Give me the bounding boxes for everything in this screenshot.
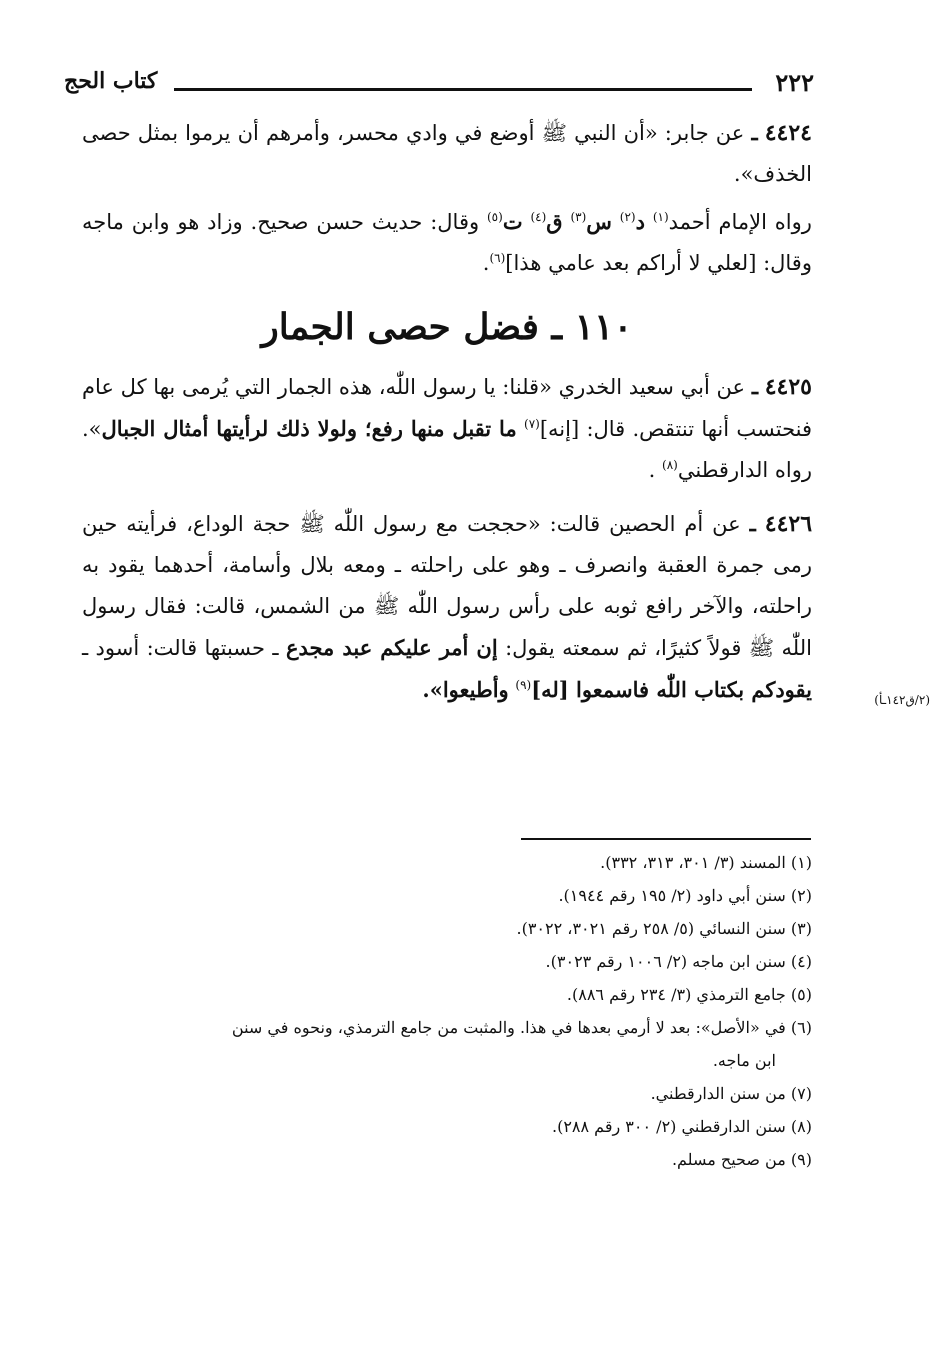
hadith-number: ٤٤٢٦: [764, 511, 813, 537]
footnote-number: (٥): [790, 985, 812, 1004]
source-abbrev: س: [586, 209, 612, 234]
hadith-4425: [82, 366, 812, 491]
narration-text: وقال: حديث حسن صحيح.: [250, 210, 480, 234]
footnote: [84, 846, 812, 879]
footnote: [84, 1143, 812, 1176]
hadith-4424-narration: [82, 201, 812, 284]
footnote-text: سنن الدارقطني (٢/ ٣٠٠ رقم ٢٨٨).: [551, 1117, 786, 1136]
footnote: [84, 978, 812, 1011]
footnote-text: في «الأصل»: بعد لا أرمي بعدها في هذا. والمثبت من جامع الترمذي، ونحوه في سنن: [231, 1018, 786, 1037]
hadith-4424: [82, 112, 812, 195]
footnote-number: (٣): [790, 919, 812, 938]
hadith-bold-text: وأطيعوا: [442, 677, 509, 702]
footnote: [84, 1110, 812, 1143]
footnote-number: (٤): [790, 952, 812, 971]
footnote-text: من سنن الدارقطني.: [650, 1084, 786, 1103]
hadith-dash: ـ: [751, 120, 758, 145]
addition-text: وزاد هو وابن ماجه وقال: [لعلي لا أراكم بعد عامي هذا]: [82, 210, 812, 275]
hadith-number: ٤٤٢٥: [764, 374, 812, 400]
footnote-text: المسند (٣/ ٣٠١، ٣١٣، ٣٣٢).: [600, 853, 786, 872]
manuscript-margin-note: (٢/ق١٤٢ـأ): [874, 693, 930, 707]
footnote-number: (١): [790, 853, 812, 872]
period: .: [648, 458, 656, 482]
hadith-bold-text: يقودكم بكتاب اللّٰه فاسمعوا [له]: [531, 677, 812, 702]
footnote-marker: (٢): [619, 210, 636, 224]
hadith-4426: [82, 503, 812, 711]
footnote-marker: (١): [652, 210, 669, 224]
hadith-bold-text: ما تقبل منها رفع؛ ولولا ذلك لرأيتها أمثال الجبال: [101, 416, 517, 441]
hadith-text: ـ حسبتها قالت: أسود ـ: [82, 636, 279, 660]
hadith-dash: ـ: [751, 374, 758, 399]
source-abbrev: ت: [502, 209, 523, 234]
hadith-text: عن جابر: «أن النبي ﷺ أوضع في وادي محسر، وأمرهم أن يرموا بمثل حصى الخذف».: [82, 121, 812, 186]
hadith-text: عن أبي سعيد الخدري «قلنا: يا رسول اللّٰه، هذه الجمار التي يُرمى بها كل عام فنحتسب أنها تنتقص. قال: [إنه]: [82, 375, 813, 441]
footnote: [84, 912, 812, 945]
footnote-number: (٦): [790, 1018, 812, 1037]
hadith-text: ». رواه الدارقطني: [82, 417, 812, 482]
footnote: [84, 879, 812, 912]
source-abbrev: د: [635, 209, 645, 234]
page-body: [82, 112, 812, 717]
page-number: ٢٢٢: [775, 68, 814, 97]
footnote-number: (٢): [790, 886, 812, 905]
hadith-bold-text: إن أمر عليكم عبد مجدع: [285, 635, 498, 660]
page-header: [64, 68, 814, 102]
footnote: [84, 1077, 812, 1110]
source-abbrev: ق: [546, 209, 563, 234]
footnotes: [84, 846, 812, 1176]
footnote-marker: (٥): [486, 210, 503, 224]
footnote-marker: (٤): [530, 210, 547, 224]
hadith-number: ٤٤٢٤: [764, 120, 812, 146]
period: .: [482, 251, 490, 275]
footnote-marker: (٣): [570, 210, 587, 224]
header-rule: [174, 88, 752, 91]
running-title: كتاب الحج: [64, 68, 158, 94]
footnote-marker: (٦): [489, 251, 506, 265]
footnote: [84, 945, 812, 978]
footnote-text: سنن ابن ماجه (٢/ ١٠٠٦ رقم ٣٠٢٣).: [545, 952, 786, 971]
footnote-marker: (٧): [524, 417, 540, 431]
footnote-text: من صحيح مسلم.: [671, 1150, 786, 1169]
footnote-text: جامع الترمذي (٣/ ٢٣٤ رقم ٨٨٦).: [566, 985, 786, 1004]
footnote-marker: (٩): [515, 678, 532, 692]
footnote: [84, 1011, 812, 1044]
footnote-number: (٧): [790, 1084, 812, 1103]
footnote-text: سنن أبي داود (٢/ ١٩٥ رقم ١٩٤٤).: [558, 886, 786, 905]
closing-quote: ».: [422, 677, 443, 702]
footnote-marker: (٨): [662, 458, 678, 472]
footnote-number: (٨): [790, 1117, 812, 1136]
hadith-text: عن أم الحصين قالت: «حججت مع رسول اللّٰه ﷺ حجة الوداع، فرأيته حين رمى جمرة العقبة وانصرف ـ وهو على راحلته ـ ومعه بلال وأسامة، أحدهما يقود به راحلته، والآخر رافع ثوبه على رأس رسول اللّٰه ﷺ من الشمس، قالت: فقال رسول اللّٰه ﷺ قولاً كثيرًا، ثم سمعته يقول:: [82, 512, 812, 660]
footnote-rule: [521, 838, 811, 840]
narration-text: رواه الإمام أحمد: [668, 210, 812, 234]
footnote-continuation: ابن ماجه.: [712, 1051, 776, 1070]
section-title: ١١٠ ـ فضل حصى الجمار: [261, 306, 633, 348]
hadith-dash: ـ: [749, 511, 756, 536]
footnote-number: (٩): [790, 1150, 812, 1169]
footnote-text: سنن النسائي (٥/ ٢٥٨ رقم ٣٠٢١، ٣٠٢٢).: [516, 919, 786, 938]
